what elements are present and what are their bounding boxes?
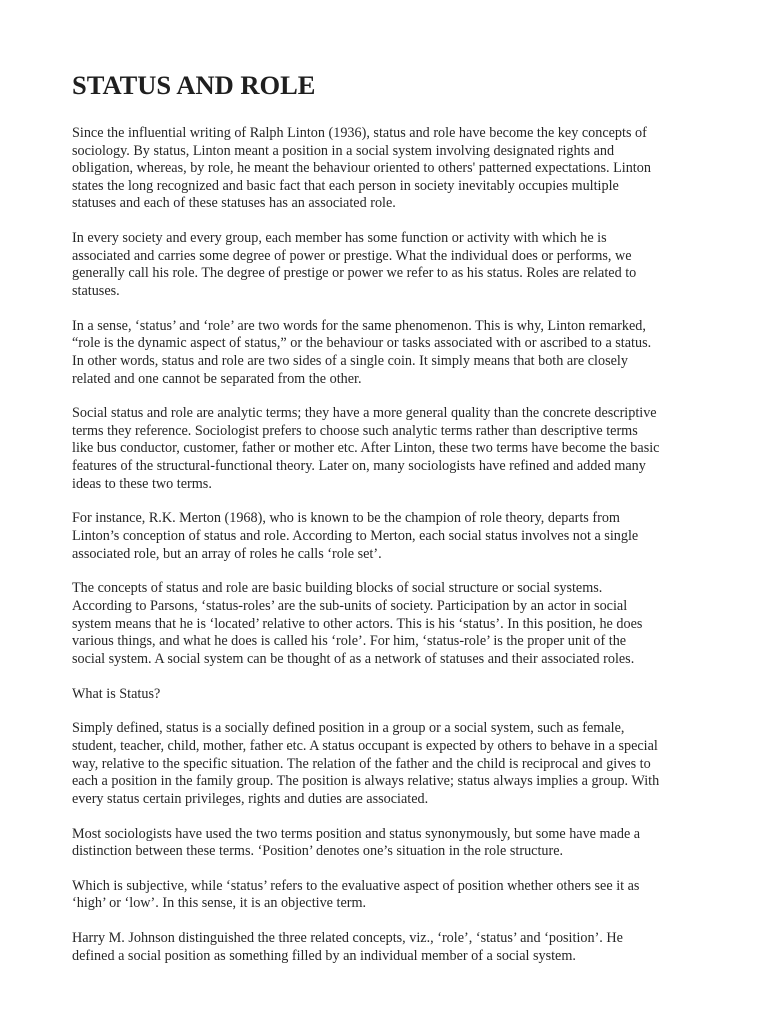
text-line: Most sociologists have used the two terms position and status synonymously, but some have made a [72,825,641,842]
paragraph [72,686,698,704]
paragraph [72,720,698,808]
paragraph [72,318,698,388]
text-line: defined a social position as something filled by an individual member of a social system. [72,947,576,964]
paragraph [72,930,698,965]
text-line: social system. A social system can be thought of as a network of statuses and their associated roles. [72,650,635,667]
document-body [72,125,698,983]
text-line: Social status and role are analytic terms; they have a more general quality than the concrete descriptive [72,405,657,422]
text-line: each a position in the family group. The position is always relative; status always implies a group. With [72,773,660,790]
text-line: way, relative to the specific situation. The relation of the father and the child is reciprocal and gives to [72,755,651,772]
paragraph [72,230,698,300]
paragraph [72,405,698,493]
text-line: distinction between these terms. ‘Position’ denotes one’s situation in the role structure. [72,843,564,860]
text-line: features of the structural-functional theory. Later on, many sociologists have refined and added many [72,458,646,475]
paragraph [72,510,698,563]
text-line: According to Parsons, ‘status-roles’ are the sub-units of society. Participation by an actor in social [72,598,628,614]
text-line: What is Status? [72,685,161,702]
text-line: terms they reference. Sociologist prefers to choose such analytic terms rather than descriptive terms [72,422,638,439]
text-line: Which is subjective, while ‘status’ refers to the evaluative aspect of position whether others see it as [72,877,640,894]
text-line: every status certain privileges, rights and duties are associated. [72,790,429,807]
text-line: states the long recognized and basic fact that each person in society inevitably occupies multiple [72,177,619,194]
text-line: various things, and what he does is called his ‘role’. For him, ‘status-role’ is the proper unit of the [72,633,627,650]
text-line: obligation, whereas, by role, he meant the behaviour oriented to others' patterned expectations. Linton [72,160,651,177]
text-line: Simply defined, status is a socially defined position in a group or a social system, such as female, [72,720,625,737]
text-line: For instance, R.K. Merton (1968), who is known to be the champion of role theory, departs from [72,510,620,527]
paragraph [72,580,698,668]
text-line: related and one cannot be separated from the other. [72,370,362,387]
text-line: system means that he is ‘located’ relative to other actors. This is his ‘status’. In this position, he does [72,615,643,632]
paragraph [72,878,698,913]
text-line: Linton’s conception of status and role. According to Merton, each social status involves not a single [72,528,639,545]
text-line: ideas to these two terms. [72,475,212,492]
text-line: Harry M. Johnson distinguished the three related concepts, viz., ‘role’, ‘status’ and ‘position’. He [72,930,623,947]
text-line: ‘high’ or ‘low’. In this sense, it is an objective term. [72,895,367,912]
text-line: The concepts of status and role are basic building blocks of social structure or social systems. [72,580,603,597]
text-line: associated and carries some degree of power or prestige. What the individual does or performs, we [72,247,632,264]
text-line: In a sense, ‘status’ and ‘role’ are two words for the same phenomenon. This is why, Linton remarked, [72,317,646,334]
text-line: Since the influential writing of Ralph Linton (1936), status and role have become the key concepts of [72,125,647,141]
text-line: associated role, but an array of roles he calls ‘role set’. [72,545,382,562]
text-line: statuses. [72,282,120,299]
text-line: In every society and every group, each member has some function or activity with which he is [72,230,607,247]
page-title: STATUS AND ROLE [72,70,316,100]
text-line: like bus conductor, customer, father or mother etc. After Linton, these two terms have become the basic [72,440,660,457]
text-line: statuses and each of these statuses has an associated role. [72,195,396,212]
text-line: generally call his role. The degree of prestige or power we refer to as his status. Roles are related to [72,265,637,282]
paragraph [72,125,698,213]
paragraph [72,826,698,861]
text-line: In other words, status and role are two sides of a single coin. It simply means that both are closely [72,352,628,369]
text-line: “role is the dynamic aspect of status,” or the behaviour or tasks associated with or ascribed to a status. [72,335,652,352]
text-line: student, teacher, child, mother, father etc. A status occupant is expected by others to behave in a special [72,737,658,754]
text-line: sociology. By status, Linton meant a position in a social system involving designated rights and [72,142,615,159]
